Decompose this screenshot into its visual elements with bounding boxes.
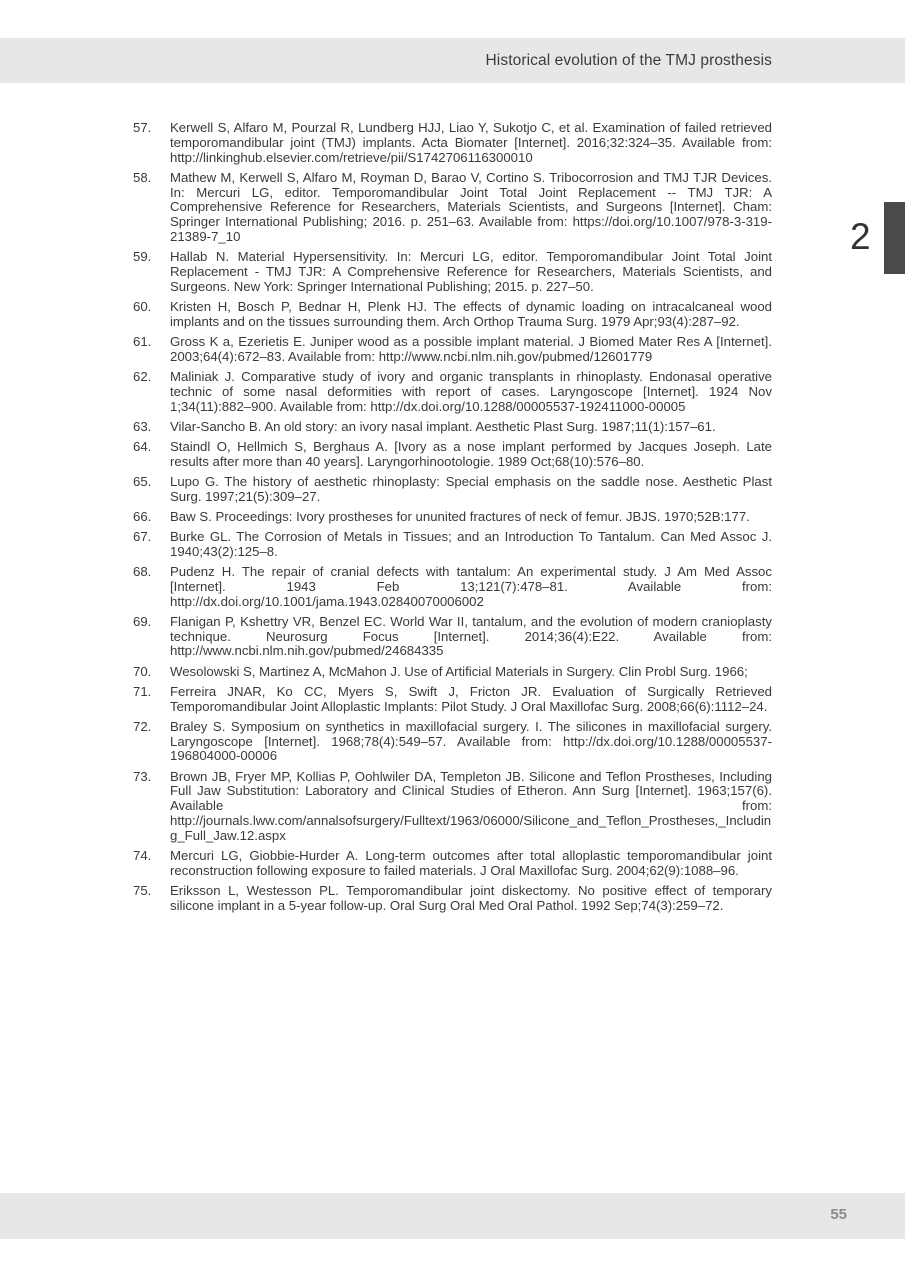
reference-number: 65. bbox=[133, 473, 152, 489]
reference-item bbox=[133, 370, 772, 414]
reference-number: 66. bbox=[133, 508, 152, 524]
running-header-title: Historical evolution of the TMJ prosthesis bbox=[485, 52, 772, 69]
chapter-tab-marker bbox=[884, 202, 905, 274]
reference-item bbox=[133, 530, 772, 560]
reference-text: Brown JB, Fryer MP, Kollias P, Oohlwiler DA, Templeton JB. Silicone and Teflon Prostheses, Including Full Jaw Substitution: Laboratory and Clinical Studies of Etheron. Ann Surg [Internet]. 1963;157(6). Available from: http://journals.lww.com/annalsofsurgery/Fulltext/1963/06000/Silicone_and_Teflon_Prostheses,_Including_Full_Jaw.12.aspx bbox=[170, 768, 772, 843]
reference-text: Burke GL. The Corrosion of Metals in Tissues; and an Introduction To Tantalum. Can Med Assoc J. 1940;43(2):125–8. bbox=[170, 529, 772, 559]
reference-item bbox=[133, 475, 772, 505]
reference-number: 64. bbox=[133, 438, 152, 454]
reference-item bbox=[133, 770, 772, 844]
footer-band bbox=[0, 1193, 905, 1239]
reference-number: 75. bbox=[133, 882, 152, 898]
reference-item bbox=[133, 440, 772, 470]
reference-number: 57. bbox=[133, 120, 152, 135]
reference-text: Pudenz H. The repair of cranial defects with tantalum: An experimental study. J Am Med Assoc [Internet]. 1943 Feb 13;121(7):478–81. Available from: http://dx.doi.org/10.1001/jama.1943.02840070006002 bbox=[170, 564, 772, 609]
reference-number: 61. bbox=[133, 333, 152, 349]
reference-number: 71. bbox=[133, 683, 152, 699]
reference-number: 74. bbox=[133, 847, 152, 863]
reference-item bbox=[133, 665, 772, 680]
reference-item bbox=[133, 884, 772, 914]
reference-item bbox=[133, 250, 772, 294]
reference-number: 62. bbox=[133, 368, 152, 384]
reference-text: Mathew M, Kerwell S, Alfaro M, Royman D, Barao V, Cortino S. Tribocorrosion and TMJ TJR Devices. In: Mercuri LG, editor. Temporomandibular Joint Total Joint Replacement -- TMJ TJR: A Comprehensive Reference for Researchers, Materials Scientists, and Surgeons [Internet]. Cham: Springer International Publishing; 2016. p. 251–63. Available from: https://doi.org/10.1007/978-3-319-21389-7_10 bbox=[170, 169, 772, 244]
reference-number: 60. bbox=[133, 298, 152, 314]
reference-item bbox=[133, 335, 772, 365]
reference-text: Flanigan P, Kshettry VR, Benzel EC. World War II, tantalum, and the evolution of modern cranioplasty technique. Neurosurg Focus [Internet]. 2014;36(4):E22. Available from: http://www.ncbi.nlm.nih.gov/pubmed/24684335 bbox=[170, 613, 772, 659]
reference-number: 58. bbox=[133, 169, 152, 185]
reference-item bbox=[133, 300, 772, 330]
reference-item bbox=[133, 565, 772, 609]
reference-text: Kristen H, Bosch P, Bednar H, Plenk HJ. The effects of dynamic loading on intracalcaneal wood implants and on the tissues surrounding them. Arch Orthop Trauma Surg. 1979 Apr;93(4):287–92. bbox=[170, 298, 772, 329]
reference-text: Vilar-Sancho B. An old story: an ivory nasal implant. Aesthetic Plast Surg. 1987;11(1):157–61. bbox=[170, 418, 716, 434]
reference-text: Ferreira JNAR, Ko CC, Myers S, Swift J, Fricton JR. Evaluation of Surgically Retrieved Temporomandibular Joint Alloplastic Implants: Pilot Study. J Oral Maxillofac Surg. 2008;66(6):1112–24. bbox=[170, 683, 772, 714]
reference-text: Staindl O, Hellmich S, Berghaus A. [Ivory as a nose implant performed by Jacques Joseph. Late results after more than 40 years]. Laryngorhinootologie. 1989 Oct;68(10):576–80. bbox=[170, 438, 772, 469]
chapter-number: 2 bbox=[850, 216, 871, 257]
reference-number: 70. bbox=[133, 663, 152, 679]
reference-item bbox=[133, 121, 772, 165]
reference-number: 68. bbox=[133, 564, 152, 580]
reference-text: Mercuri LG, Giobbie-Hurder A. Long-term outcomes after total alloplastic temporomandibular joint reconstruction following exposure to failed materials. J Oral Maxillofac Surg. 2004;62(9):1088–96. bbox=[170, 847, 772, 878]
reference-number: 73. bbox=[133, 768, 152, 784]
reference-text: Maliniak J. Comparative study of ivory and organic transplants in rhinoplasty. Endonasal operative technic of some nasal deformities with report of cases. Laryngoscope [Internet]. 1924 Nov 1;34(11):882–900. Available from: http://dx.doi.org/10.1288/00005537-192411000-00005 bbox=[170, 368, 772, 414]
reference-number: 69. bbox=[133, 613, 152, 629]
reference-item bbox=[133, 510, 772, 525]
reference-item bbox=[133, 171, 772, 245]
reference-text: Baw S. Proceedings: Ivory prostheses for ununited fractures of neck of femur. JBJS. 1970;52B:177. bbox=[170, 508, 750, 524]
reference-item bbox=[133, 849, 772, 879]
reference-number: 67. bbox=[133, 529, 152, 545]
reference-item bbox=[133, 615, 772, 659]
reference-item bbox=[133, 685, 772, 715]
reference-number: 72. bbox=[133, 718, 152, 734]
reference-text: Eriksson L, Westesson PL. Temporomandibular joint diskectomy. No positive effect of temporary silicone implant in a 5-year follow-up. Oral Surg Oral Med Oral Pathol. 1992 Sep;74(3):259–72. bbox=[170, 882, 772, 913]
reference-text: Kerwell S, Alfaro M, Pourzal R, Lundberg HJJ, Liao Y, Sukotjo C, et al. Examination of failed retrieved temporomandibular joint (TMJ) implants. Acta Biomater [Internet]. 2016;32:324–35. Available from: http://linkinghub.elsevier.com/retrieve/pii/S1742706116300010 bbox=[170, 120, 772, 165]
page-number: 55 bbox=[830, 1206, 847, 1223]
reference-number: 63. bbox=[133, 418, 152, 434]
reference-text: Lupo G. The history of aesthetic rhinoplasty: Special emphasis on the saddle nose. Aesthetic Plast Surg. 1997;21(5):309–27. bbox=[170, 473, 772, 504]
reference-text: Wesolowski S, Martinez A, McMahon J. Use of Artificial Materials in Surgery. Clin Probl Surg. 1966; bbox=[170, 663, 748, 679]
reference-item bbox=[133, 720, 772, 764]
reference-item bbox=[133, 420, 772, 435]
reference-list bbox=[133, 121, 772, 919]
reference-text: Gross K a, Ezerietis E. Juniper wood as a possible implant material. J Biomed Mater Res A [Internet]. 2003;64(4):672–83. Available from: http://www.ncbi.nlm.nih.gov/pubmed/12601779 bbox=[170, 333, 772, 364]
reference-number: 59. bbox=[133, 249, 152, 265]
reference-text: Braley S. Symposium on synthetics in maxillofacial surgery. I. The silicones in maxillofacial surgery. Laryngoscope [Internet]. 1968;78(4):549–57. Available from: http://dx.doi.org/10.1288/00005537-196804000-00006 bbox=[170, 718, 772, 764]
reference-text: Hallab N. Material Hypersensitivity. In: Mercuri LG, editor. Temporomandibular Joint Total Joint Replacement - TMJ TJR: A Comprehensive Reference for Researchers, Materials Scientists, and Surgeons. New York: Springer International Publishing; 2015. p. 227–50. bbox=[170, 249, 772, 294]
